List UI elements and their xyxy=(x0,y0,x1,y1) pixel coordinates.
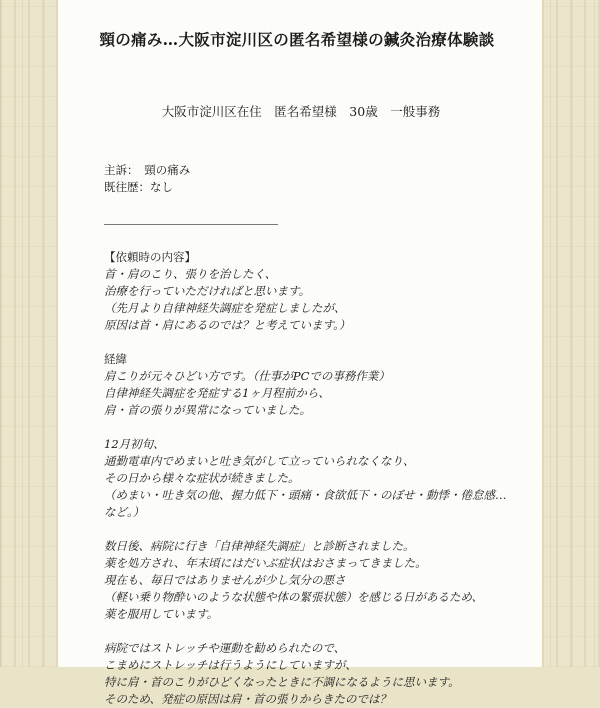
body-paragraph xyxy=(104,538,498,623)
body-line: 薬を服用しています。 xyxy=(104,607,219,621)
body-line: 特に肩・首のこりがひどくなったときに不調になるように思います。 xyxy=(104,675,460,689)
body-line: 肩こりが元々ひどい方です。（仕事がPCでの事務作業） xyxy=(104,369,390,383)
body-line: 原因は首・肩にあるのでは？と考えています。） xyxy=(104,318,351,332)
chief-complaint: 主訴： 頸の痛み xyxy=(104,163,191,177)
body-line: その日から様々な症状が続きました。 xyxy=(104,471,300,485)
body-paragraph xyxy=(104,351,498,419)
background-right-column xyxy=(542,0,600,667)
body-line: 数日後、病院に行き「自律神経失調症」と診断されました。 xyxy=(104,539,415,553)
background-left-column xyxy=(0,0,58,667)
body-line: （軽い乗り物酔いのような状態や体の緊張状態）を感じる日があるため、 xyxy=(104,590,484,604)
article-panel xyxy=(58,0,542,706)
article-body xyxy=(104,249,507,708)
body-line: など。） xyxy=(104,505,145,519)
author-line: 大阪市淀川区在住 匿名希望様 30歳 一般事務 xyxy=(161,104,441,119)
body-paragraph xyxy=(104,249,498,334)
body-line: 薬を処方され、年末頃にはだいぶ症状はおさまってきました。 xyxy=(104,556,427,570)
complaint-block xyxy=(104,162,498,196)
page-title: 頸の痛み…大阪市淀川区の匿名希望様の鍼灸治療体験談 xyxy=(99,30,495,49)
body-paragraph xyxy=(104,640,498,708)
separator-line xyxy=(104,224,278,225)
medical-history: 既往歴：なし xyxy=(104,180,173,194)
body-line: 経緯 xyxy=(104,352,127,366)
body-line: 治療を行っていただければと思います。 xyxy=(104,284,311,298)
body-line: 肩・首の張りが異常になっていました。 xyxy=(104,403,311,417)
body-line: こまめにストレッチは行うようにしていますが、 xyxy=(104,658,357,672)
body-line: 自律神経失調症を発症する1ヶ月程前から、 xyxy=(104,386,330,400)
body-line: 12月初旬、 xyxy=(104,437,165,451)
body-paragraph xyxy=(104,436,507,521)
body-line: そのため、発症の原因は肩・首の張りからきたのでは？ xyxy=(104,692,392,706)
body-line: 通勤電車内でめまいと吐き気がして立っていられなくなり、 xyxy=(104,454,415,468)
body-line: 【依頼時の内容】 xyxy=(104,250,196,264)
body-line: （先月より自律神経失調症を発症しましたが、 xyxy=(104,301,346,315)
body-line: （めまい・吐き気の他、握力低下・頭痛・食欲低下・のぼせ・動悸・倦怠感… xyxy=(104,488,507,502)
body-line: 病院ではストレッチや運動を勧められたので、 xyxy=(104,641,346,655)
body-line: 首・肩のこり、張りを治したく、 xyxy=(104,267,277,281)
body-line: 現在も、毎日ではありませんが少し気分の悪さ xyxy=(104,573,346,587)
